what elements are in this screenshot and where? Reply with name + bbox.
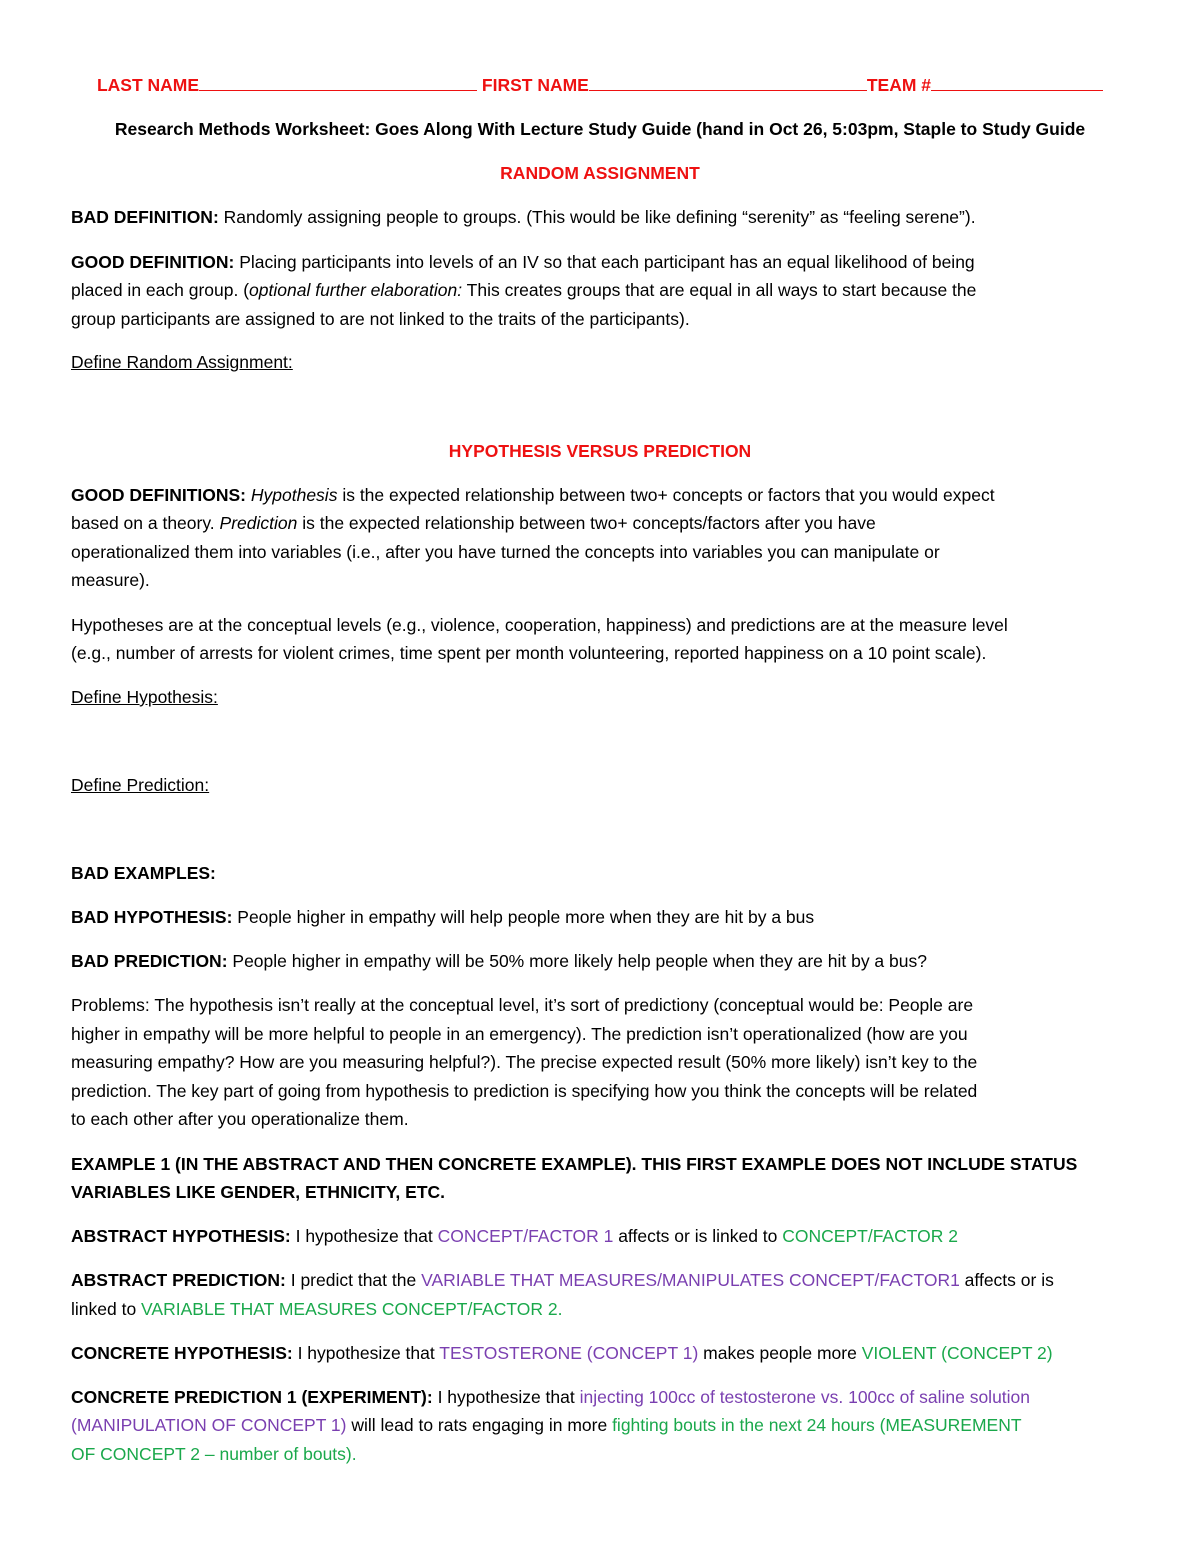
- worksheet-title: Research Methods Worksheet: Goes Along With Lecture Study Guide (hand in Oct 26, 5:03pm, Staple to Study Guide: [114, 119, 1086, 139]
- manipulation-highlight: injecting 100cc of testosterone vs. 100cc of saline solution: [579, 1387, 1031, 1407]
- first-name-blank[interactable]: [589, 72, 867, 91]
- bad-definition-label: BAD DEFINITION:: [71, 207, 219, 227]
- name-header: [0, 71, 1200, 100]
- concrete-hypothesis-text: I hypothesize that: [292, 1343, 440, 1363]
- first-name-label: FIRST NAME: [481, 75, 589, 95]
- abstract-hypothesis-text: affects or is linked to: [613, 1226, 783, 1246]
- example-1-heading-line-1: EXAMPLE 1 (IN THE ABSTRACT AND THEN CONCRETE EXAMPLE). THIS FIRST EXAMPLE DOES NOT INCLUDE STATUS: [71, 1154, 1078, 1174]
- team-blank[interactable]: [931, 72, 1103, 91]
- last-name-blank[interactable]: [199, 72, 477, 91]
- abstract-prediction-label: ABSTRACT PREDICTION:: [71, 1270, 286, 1290]
- measurement-highlight: fighting bouts in the next 24 hours (MEASUREMENT: [612, 1415, 1022, 1435]
- problems-line-2: higher in empathy will be more helpful to people in an emergency). The prediction isn’t operationalized (how are you: [71, 1024, 968, 1044]
- hypothesis-term: Hypothesis: [250, 485, 338, 505]
- violent-highlight: VIOLENT (CONCEPT 2): [861, 1343, 1053, 1363]
- good-definitions-line-1: [71, 481, 1131, 510]
- bad-definition: [71, 203, 1131, 232]
- concrete-hypothesis-label: CONCRETE HYPOTHESIS:: [71, 1343, 293, 1363]
- define-hypothesis-prompt: [71, 683, 1131, 712]
- abstract-prediction-text: linked to: [71, 1299, 142, 1319]
- abstract-hypothesis: [71, 1222, 1131, 1251]
- good-definitions-label: GOOD DEFINITIONS:: [71, 485, 246, 505]
- definition-text: is the expected relationship between two+ concepts or factors that you would expect: [337, 485, 995, 505]
- concept-1-highlight: CONCEPT/FACTOR 1: [437, 1226, 614, 1246]
- good-definition-line-1: [71, 248, 1131, 277]
- bad-hypothesis-text: People higher in empathy will help people more when they are hit by a bus: [232, 907, 815, 927]
- concrete-prediction-label: CONCRETE PREDICTION 1 (EXPERIMENT):: [71, 1387, 433, 1407]
- concrete-prediction-text: will lead to rats engaging in more: [346, 1415, 613, 1435]
- good-definition-text: Placing participants into levels of an IV so that each participant has an equal likelihood of being: [234, 252, 975, 272]
- last-name-label: LAST NAME: [96, 75, 200, 95]
- bad-examples-heading: BAD EXAMPLES:: [71, 863, 216, 883]
- define-prompt-text: Define Random Assignment:: [71, 352, 293, 372]
- define-prompt-text: Define Hypothesis:: [71, 687, 218, 707]
- problems-line-4: prediction. The key part of going from hypothesis to prediction is specifying how you think the concepts will be related: [71, 1081, 978, 1101]
- concrete-hypothesis: [71, 1339, 1131, 1368]
- random-assignment-heading: RANDOM ASSIGNMENT: [500, 163, 700, 183]
- concrete-hypothesis-text: makes people more: [698, 1343, 862, 1363]
- good-definitions-line-3: operationalized them into variables (i.e., after you have turned the concepts into variables you can manipulate or: [71, 542, 940, 562]
- good-definition-text: placed in each group. (: [71, 280, 250, 300]
- bad-prediction-label: BAD PREDICTION:: [71, 951, 228, 971]
- variable-1-highlight: VARIABLE THAT MEASURES/MANIPULATES CONCEPT/FACTOR1: [421, 1270, 960, 1290]
- concrete-prediction-line-3: [71, 1440, 1131, 1469]
- define-prediction-prompt: [71, 771, 1131, 800]
- optional-elaboration-label: optional further elaboration:: [249, 280, 463, 300]
- abstract-prediction-line-1: [71, 1266, 1131, 1295]
- bad-prediction: [71, 947, 1131, 976]
- bad-hypothesis: [71, 903, 1131, 932]
- good-definition-line-2: [71, 276, 1131, 305]
- manipulation-label-highlight: (MANIPULATION OF CONCEPT 1): [71, 1415, 347, 1435]
- concrete-prediction-line-2: [71, 1411, 1131, 1440]
- problems-line-3: measuring empathy? How are you measuring helpful?). The precise expected result (50% more likely) isn’t key to the: [71, 1052, 978, 1072]
- good-definitions-line-2: [71, 509, 1131, 538]
- problems-line-5: to each other after you operationalize them.: [71, 1109, 409, 1129]
- concrete-prediction-text: I hypothesize that: [432, 1387, 580, 1407]
- define-prompt-text: Define Prediction:: [71, 775, 210, 795]
- good-definitions-line-4: measure).: [71, 570, 150, 590]
- abstract-prediction-line-2: [71, 1295, 1131, 1324]
- variable-2-highlight: VARIABLE THAT MEASURES CONCEPT/FACTOR 2.: [141, 1299, 563, 1319]
- abstract-hypothesis-text: I hypothesize that: [290, 1226, 438, 1246]
- bad-prediction-text: People higher in empathy will be 50% more likely help people when they are hit by a bus?: [227, 951, 927, 971]
- measurement-label-highlight: OF CONCEPT 2 – number of bouts).: [71, 1444, 357, 1464]
- good-definition-text: This creates groups that are equal in all ways to start because the: [462, 280, 977, 300]
- good-definition-label: GOOD DEFINITION:: [71, 252, 235, 272]
- levels-paragraph-line-1: Hypotheses are at the conceptual levels (e.g., violence, cooperation, happiness) and predictions are at the measure level: [71, 615, 1008, 635]
- levels-paragraph-line-2: (e.g., number of arrests for violent crimes, time spent per month volunteering, reported happiness on a 10 point scale).: [71, 643, 987, 663]
- bad-definition-text: Randomly assigning people to groups. (This would be like defining “serenity” as “feeling serene”).: [218, 207, 976, 227]
- problems-line-1: Problems: The hypothesis isn’t really at the conceptual level, it’s sort of predictiony (conceptual would be: People are: [71, 995, 974, 1015]
- example-1-heading-line-2: VARIABLES LIKE GENDER, ETHNICITY, ETC.: [71, 1182, 446, 1202]
- concrete-prediction-line-1: [71, 1383, 1131, 1412]
- good-definition-line-3: group participants are assigned to are not linked to the traits of the participants).: [71, 309, 690, 329]
- prediction-term: Prediction: [219, 513, 298, 533]
- team-label: TEAM #: [866, 75, 932, 95]
- abstract-prediction-text: affects or is: [959, 1270, 1054, 1290]
- abstract-hypothesis-label: ABSTRACT HYPOTHESIS:: [71, 1226, 291, 1246]
- abstract-prediction-text: I predict that the: [285, 1270, 422, 1290]
- define-random-assignment-prompt: [71, 348, 1131, 377]
- hypothesis-prediction-heading: HYPOTHESIS VERSUS PREDICTION: [448, 441, 752, 461]
- bad-hypothesis-label: BAD HYPOTHESIS:: [71, 907, 233, 927]
- definition-text: is the expected relationship between two+ concepts/factors after you have: [297, 513, 876, 533]
- concept-2-highlight: CONCEPT/FACTOR 2: [782, 1226, 958, 1246]
- testosterone-highlight: TESTOSTERONE (CONCEPT 1): [439, 1343, 699, 1363]
- definition-text: based on a theory.: [71, 513, 220, 533]
